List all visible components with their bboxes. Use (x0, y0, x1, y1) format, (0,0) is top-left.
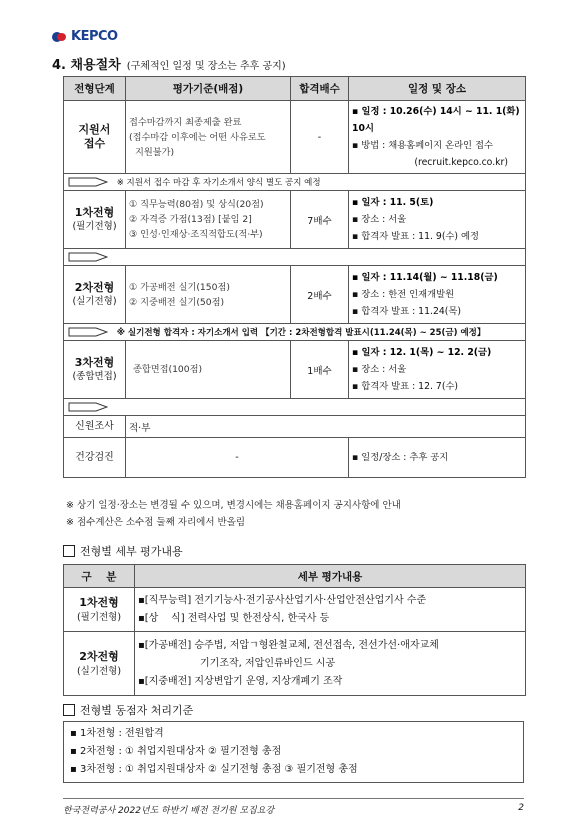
page-number: 2 (518, 803, 524, 813)
stage-cell (64, 191, 126, 249)
eval-name-cell (64, 588, 135, 632)
schedule-line: ▪ 합격자 발표 : 11.24(목) (352, 306, 462, 317)
stage-cell (64, 101, 126, 174)
schedule-cell (349, 101, 526, 174)
page-footer (63, 798, 524, 816)
schedule-line: ▪ 장소 : 한전 인재개발원 (352, 289, 455, 300)
down-arrow-icon (68, 326, 108, 338)
eval-detail-line: ▪[지중배전] 지상변압기 운영, 지상개폐기 조작 (138, 675, 343, 687)
schedule-cell (349, 266, 526, 324)
header-details: 세부 평가내용 (135, 565, 526, 588)
table-row (64, 588, 526, 632)
schedule-line: (recruit.kepco.co.kr) (414, 157, 508, 168)
criteria-cell (126, 101, 291, 174)
stage-cell: 신원조사 (64, 416, 126, 438)
table-header-row (64, 565, 526, 588)
eval-detail-line: ▪[직무능력] 전기기능사·전기공사산업기사·산업안전산업기사 수준 (138, 594, 427, 606)
stage-sub: (필기전형) (72, 220, 117, 232)
criteria-line: 종합면접(100점) (133, 364, 203, 375)
stage-name: 2차전형 (74, 280, 115, 294)
schedule-line: ▪ 장소 : 서울 (352, 214, 407, 225)
schedule-line: ▪ 합격자 발표 : 11. 9(수) 예정 (352, 231, 479, 242)
schedule-line: ▪ 일정 : 10.26(수) 14시 ~ 11. 1(화) 10시 (352, 106, 520, 134)
stage-cell: 건강검진 (64, 438, 126, 478)
criteria-line: ② 지중배전 실기(50점) (129, 296, 225, 308)
note-line: ※ 점수계산은 소수점 둘째 자리에서 반올림 (66, 517, 246, 528)
criteria-cell: - (126, 438, 349, 478)
header-category: 구 분 (64, 565, 135, 588)
schedule-cell: ▪ 일정/장소 : 추후 공지 (349, 438, 526, 478)
eval-name-cell (64, 632, 135, 696)
eval-name: 2차전형 (79, 649, 119, 663)
tie-rule-line: ▪ 2차전형 : ① 취업지원대상자 ② 필기전형 총점 (70, 746, 282, 757)
eval-sub: (필기전형) (76, 611, 122, 623)
criteria-line: 지원불가) (135, 146, 175, 158)
checkbox-square-icon (63, 704, 75, 716)
stage-cell (64, 266, 126, 324)
header-schedule: 일정 및 장소 (349, 77, 526, 101)
multiplier-cell: 2배수 (291, 266, 349, 324)
eval-detail-line: ▪[가공배전] 승주법, 저압ㄱ형완철교체, 전선접속, 전선가선·애자교체 (138, 639, 439, 651)
arrow-row (64, 249, 526, 266)
down-arrow-icon (68, 176, 108, 188)
schedule-cell (349, 341, 526, 399)
kepco-logo-icon (52, 31, 68, 43)
multiplier-cell: - (291, 101, 349, 174)
tie-rule-line: ▪ 1차전형 : 전원합격 (70, 728, 164, 739)
section-subtitle: (구체적인 일정 및 장소는 추후 공지) (126, 61, 286, 72)
criteria-line: ① 직무능력(80점) 및 상식(20점) (129, 199, 264, 210)
arrow-cell (64, 249, 526, 266)
table-row (64, 341, 526, 399)
table-row (64, 438, 526, 478)
table-row (64, 191, 526, 249)
kepco-logo (52, 29, 118, 44)
eval-detail-line: 기기조작, 저압인류바인드 시공 (200, 657, 336, 669)
evaluation-table (63, 564, 526, 696)
table-row (64, 101, 526, 174)
recruitment-process-table (63, 76, 526, 478)
stage-cell (64, 341, 126, 399)
footer-text: 한국전력공사 2022년도 하반기 배전 전기원 모집요강 (63, 806, 275, 816)
stage-sub: (실기전형) (72, 295, 117, 307)
table-row (64, 632, 526, 696)
header-multiplier: 합격배수 (291, 77, 349, 101)
note-line: ※ 상기 일정·장소는 변경될 수 있으며, 변경시에는 채용홈페이지 공지사항에 안내 (66, 500, 401, 511)
section-title (52, 54, 286, 73)
criteria-cell (126, 266, 291, 324)
table-row (64, 416, 526, 438)
criteria-line: ③ 인성·인재상·조직적합도(적·부) (129, 229, 263, 240)
arrow-note-text: ※ 지원서 접수 마감 후 자기소개서 양식 별도 공지 예정 (116, 177, 321, 188)
stage-sub: (종합면접) (72, 370, 117, 382)
criteria-cell (126, 191, 291, 249)
criteria-line: ① 가공배전 실기(150점) (129, 281, 230, 293)
schedule-line: ▪ 합격자 발표 : 12. 7(수) (352, 381, 459, 392)
tie-section-title (63, 702, 193, 718)
arrow-cell (64, 399, 526, 416)
tie-rules-box (63, 721, 524, 783)
schedule-line: ▪ 장소 : 서울 (352, 364, 407, 375)
schedule-line: ▪ 일자 : 12. 1(목) ~ 12. 2(금) (352, 347, 492, 358)
schedule-line: ▪ 일자 : 11. 5(토) (352, 197, 434, 208)
multiplier-cell: 7배수 (291, 191, 349, 249)
eval-detail-cell (135, 632, 526, 696)
schedule-line: ▪ 방법 : 채용홈페이지 온라인 접수 (352, 140, 493, 151)
notes (66, 497, 401, 531)
header-criteria: 평가기준(배점) (126, 77, 291, 101)
arrow-note-text: ※ 실기전형 합격자 : 자기소개서 입력 【기간 : 2차전형합격 발표시(11.24(목) ~ 25(금) 예정】 (116, 327, 486, 338)
tie-rule-line: ▪ 3차전형 : ① 취업지원대상자 ② 실기전형 총점 ③ 필기전형 총점 (70, 764, 358, 775)
table-header-row (64, 77, 526, 101)
arrow-note-cell (64, 174, 526, 191)
criteria-line: (접수마감 이후에는 어떤 사유로도 (129, 131, 266, 143)
criteria-line: ② 자격증 가점(13점) [붙임 2] (129, 214, 252, 225)
multiplier-cell: 1배수 (291, 341, 349, 399)
criteria-line: 접수마감까지 최종제출 완료 (129, 116, 242, 128)
stage-name: 3차전형 (74, 355, 115, 369)
arrow-note-row (64, 174, 526, 191)
table-row (64, 266, 526, 324)
section-title-text: 4. 채용절차 (52, 58, 121, 73)
eval-name: 1차전형 (79, 595, 119, 609)
down-arrow-icon (68, 401, 108, 413)
schedule-cell (349, 191, 526, 249)
header-stage: 전형단계 (64, 77, 126, 101)
tie-title-text: 전형별 동점자 처리기준 (80, 704, 194, 717)
eval-title-text: 전형별 세부 평가내용 (80, 545, 183, 558)
criteria-cell: 적·부 (126, 416, 526, 438)
eval-detail-line: ▪[상 식] 전력사업 및 한전상식, 한국사 등 (138, 612, 330, 624)
stage-name-2: 접수 (83, 137, 106, 150)
checkbox-square-icon (63, 545, 75, 557)
schedule-line: ▪ 일자 : 11.14(월) ~ 11.18(금) (352, 272, 498, 283)
arrow-row (64, 399, 526, 416)
eval-section-title (63, 543, 183, 559)
eval-sub: (실기전형) (76, 665, 122, 677)
criteria-cell (126, 341, 291, 399)
logo-text: KEPCO (71, 29, 118, 44)
stage-name: 지원서 (78, 123, 111, 136)
down-arrow-icon (68, 251, 108, 263)
arrow-note-row (64, 324, 526, 341)
eval-detail-cell (135, 588, 526, 632)
arrow-note-cell (64, 324, 526, 341)
stage-name: 1차전형 (74, 205, 115, 219)
